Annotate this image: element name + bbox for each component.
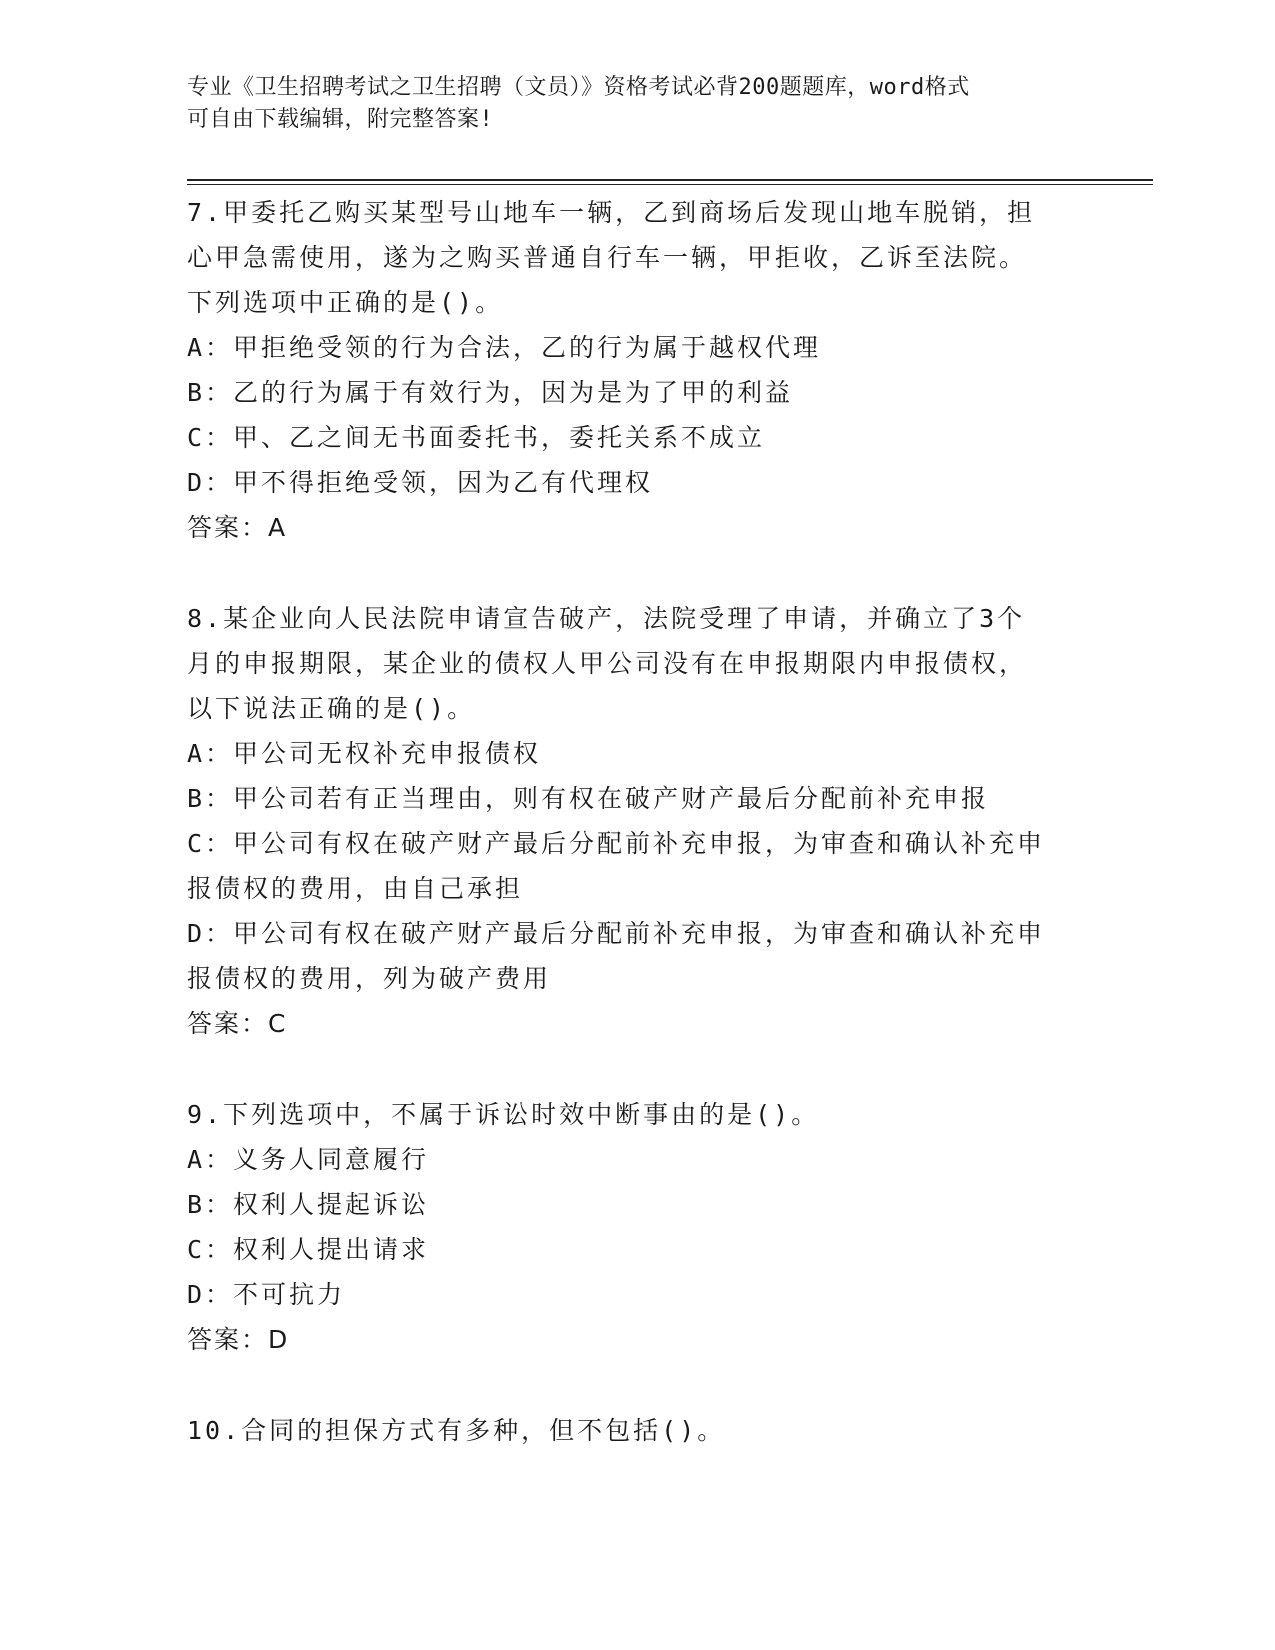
question-9: [187, 1092, 1087, 1362]
question-8: [187, 596, 1087, 1046]
option-b: B：甲公司若有正当理由，则有权在破产财产最后分配前补充申报: [187, 784, 990, 813]
question-stem-line: 下列选项中正确的是()。: [187, 288, 504, 317]
header-rule-thin: [187, 184, 1153, 185]
header-line-1: 专业《卫生招聘考试之卫生招聘（文员）》资格考试必背200题题库，word格式: [187, 75, 970, 100]
answer-label: 答案：A: [187, 513, 288, 542]
option-d-continued: 报债权的费用，列为破产费用: [187, 964, 552, 993]
question-stem-line: 月的申报期限，某企业的债权人甲公司没有在申报期限内申报债权，: [187, 649, 1028, 678]
question-list: [187, 190, 1087, 1499]
option-d: D：甲不得拒绝受领，因为乙有代理权: [187, 468, 654, 497]
header-line-2: 可自由下载编辑，附完整答案!: [187, 107, 494, 132]
question-stem-line: 9.下列选项中，不属于诉讼时效中断事由的是()。: [187, 1100, 820, 1129]
option-a: A：甲公司无权补充申报债权: [187, 739, 542, 768]
question-7: [187, 190, 1087, 550]
question-stem-line: 10.合同的担保方式有多种，但不包括()。: [187, 1416, 726, 1445]
question-10: [187, 1408, 1087, 1453]
question-stem-line: 8.某企业向人民法院申请宣告破产，法院受理了申请，并确立了3个: [187, 604, 1026, 633]
option-d: D：不可抗力: [187, 1280, 346, 1309]
question-stem-line: 心甲急需使用，遂为之购买普通自行车一辆，甲拒收，乙诉至法院。: [187, 243, 1028, 272]
option-b: B：乙的行为属于有效行为，因为是为了甲的利益: [187, 378, 794, 407]
option-a: A：甲拒绝受领的行为合法，乙的行为属于越权代理: [187, 333, 822, 362]
page-header: [187, 72, 1087, 136]
option-c: C：甲公司有权在破产财产最后分配前补充申报，为审查和确认补充申: [187, 829, 1046, 858]
question-stem-line: 7.甲委托乙购买某型号山地车一辆，乙到商场后发现山地车脱销，担: [187, 198, 1036, 227]
question-stem-line: 以下说法正确的是()。: [187, 694, 476, 723]
option-c-continued: 报债权的费用，由自己承担: [187, 874, 524, 903]
answer-label: 答案：D: [187, 1325, 290, 1354]
option-b: B：权利人提起诉讼: [187, 1190, 430, 1219]
header-rule-thick: [187, 179, 1153, 181]
option-d: D：甲公司有权在破产财产最后分配前补充申报，为审查和确认补充申: [187, 919, 1046, 948]
answer-label: 答案：C: [187, 1009, 288, 1038]
option-a: A：义务人同意履行: [187, 1145, 430, 1174]
option-c: C：甲、乙之间无书面委托书，委托关系不成立: [187, 423, 766, 452]
option-c: C：权利人提出请求: [187, 1235, 430, 1264]
